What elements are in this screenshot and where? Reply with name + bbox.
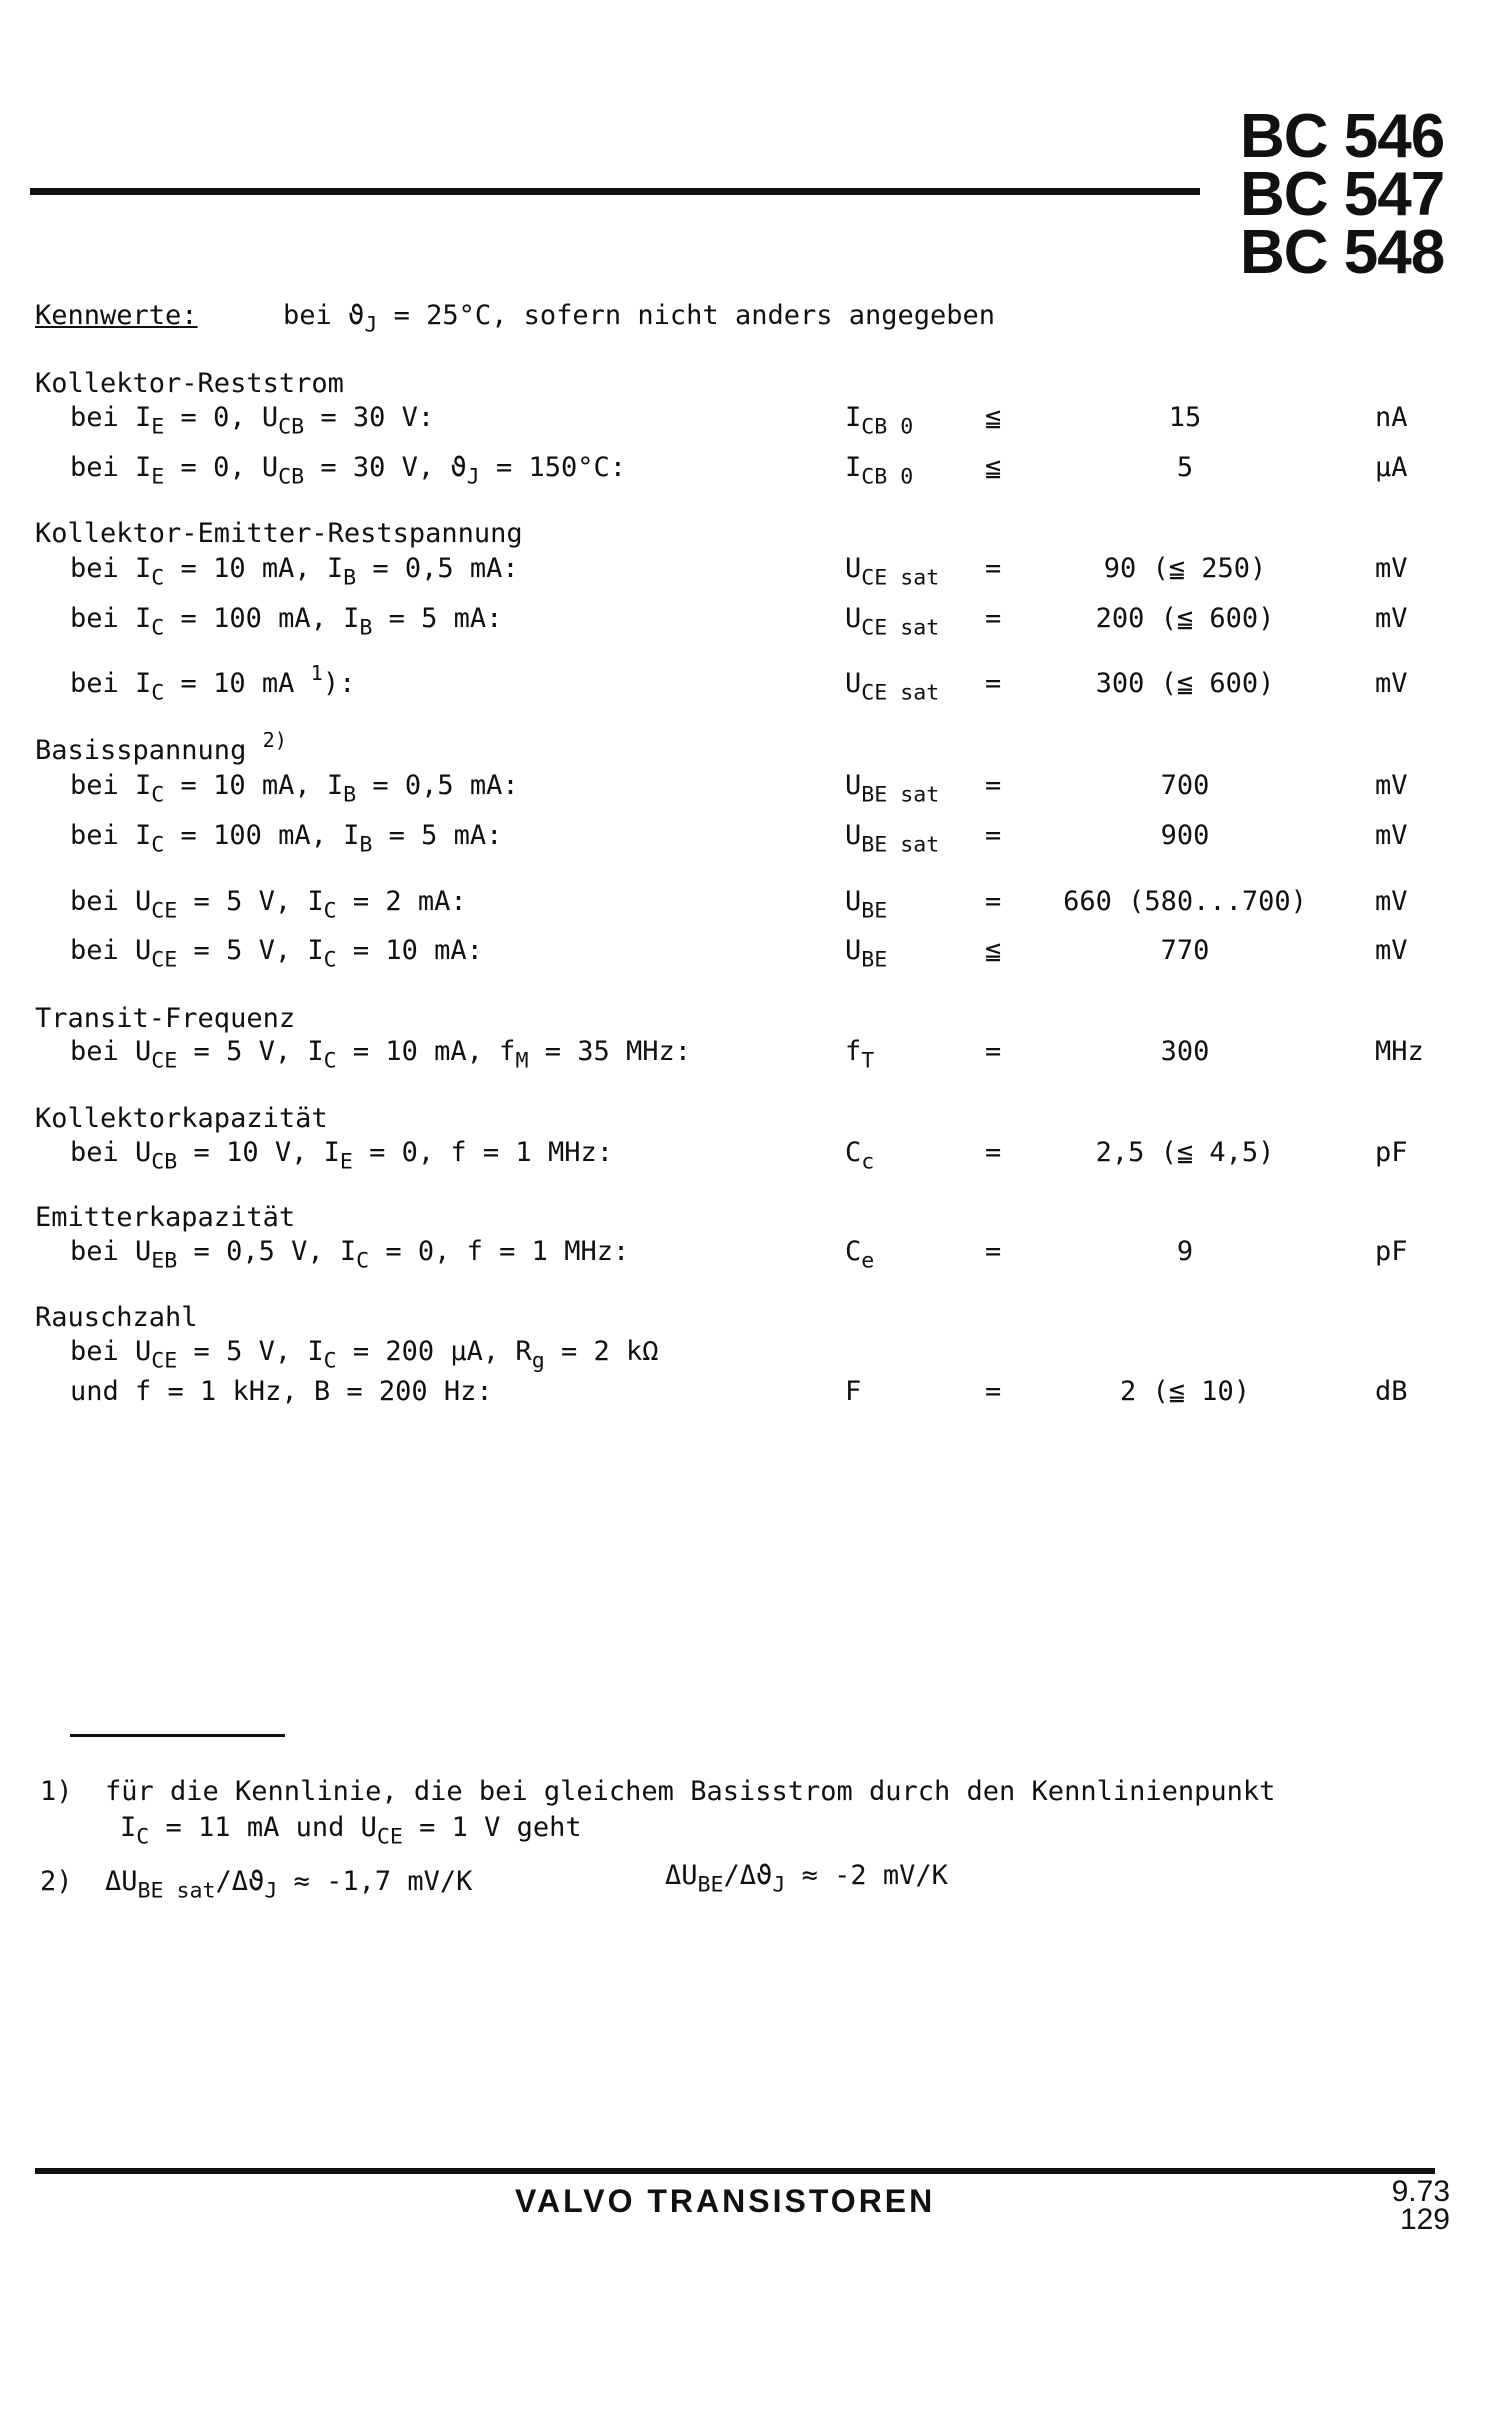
row-value: 660 (580...700) (1063, 886, 1307, 917)
row-value: 300 (≦ 600) (1095, 668, 1275, 699)
row-condition: bei $I_C = 100$ mA, $I_B = 5$ mA: (70, 820, 503, 858)
row-value: 9 (1176, 1236, 1194, 1267)
row-condition: bei $U_{EB} = 0,5$ V, $I_C = 0$, f = 1 MHz: (70, 1236, 630, 1274)
row-operator: = (985, 770, 1002, 801)
footnote-mark: 2) (40, 1866, 73, 1897)
row-condition: bei $U_{CB} = 10$ V, $I_E = 0$, f = 1 MHz: (70, 1137, 613, 1175)
row-symbol: $U_{CE sat}$ (845, 553, 940, 591)
row-operator: = (985, 603, 1002, 634)
row-unit: nA (1375, 402, 1408, 433)
row-symbol: $U_{BE sat}$ (845, 770, 940, 808)
row-symbol: $U_{CE sat}$ (845, 668, 940, 706)
row-unit: mV (1375, 820, 1408, 851)
section-title: Emitterkapazität (35, 1202, 296, 1233)
footnote-text: $\Delta U_{BE}/\Delta ϑ_J \approx -2$ mV/K (665, 1860, 948, 1898)
row-operator: ≦ (985, 452, 1002, 483)
row-symbol: $f_T$ (845, 1036, 875, 1074)
section-title: Basisspannung $^{2)}$ (35, 727, 287, 766)
footer-rule (35, 2168, 1435, 2174)
row-symbol: $U_{BE}$ (845, 886, 888, 924)
model-bc546: BC 546 (1240, 102, 1445, 171)
row-condition: bei $I_C = 10$ mA $^1$): (70, 660, 356, 706)
footnote-mark: 1) (40, 1776, 73, 1807)
footer-date: 9.73 (1391, 2175, 1450, 2208)
row-condition: bei $U_{CE} = 5$ V, $I_C = 10$ mA, $f_M = 35$ MHz: (70, 1036, 692, 1074)
row-value: 15 (1168, 402, 1202, 433)
row-value: 90 (≦ 250) (1103, 553, 1267, 584)
row-condition: bei $I_C = 10$ mA, $I_B = 0,5$ mA: (70, 553, 519, 591)
row-unit: mV (1375, 553, 1408, 584)
row-operator: = (985, 1137, 1002, 1168)
row-value: 200 (≦ 600) (1095, 603, 1275, 634)
footnote-text: $I_C = 11$ mA und $U_{CE} = 1$ V geht (120, 1812, 582, 1850)
row-unit: mV (1375, 668, 1408, 699)
row-value: 700 (1160, 770, 1210, 801)
section-title: Kollektor-Reststrom (35, 368, 344, 399)
row-unit: mV (1375, 603, 1408, 634)
row-operator: = (985, 1376, 1002, 1407)
footnote-text: für die Kennlinie, die bei gleichem Basisstrom durch den Kennlinienpunkt (105, 1776, 1276, 1807)
row-condition: bei $U_{CE} = 5$ V, $I_C = 200$ µA, $R_g = 2$ kΩ (70, 1336, 659, 1374)
footer-date-page (1370, 2175, 1450, 2236)
row-symbol: $I_{CB 0}$ (845, 402, 914, 440)
row-condition: bei $U_{CE} = 5$ V, $I_C = 2$ mA: (70, 886, 467, 924)
footnote-text: $\Delta U_{BE sat}/\Delta ϑ_J \approx -1,7$ mV/K (105, 1866, 473, 1904)
row-value: 900 (1160, 820, 1210, 851)
row-symbol: $I_{CB 0}$ (845, 452, 914, 490)
page-number: 129 (1399, 2203, 1450, 2236)
row-value: 2 (≦ 10) (1119, 1376, 1251, 1407)
row-unit: pF (1375, 1236, 1408, 1267)
row-symbol: F (845, 1376, 862, 1407)
row-operator: = (985, 1036, 1002, 1067)
row-unit: mV (1375, 770, 1408, 801)
footnote-ref: 2) (262, 727, 287, 752)
row-unit: pF (1375, 1137, 1408, 1168)
row-operator: = (985, 820, 1002, 851)
row-operator: = (985, 553, 1002, 584)
row-operator: ≦ (985, 935, 1002, 966)
row-value: 5 (1176, 452, 1194, 483)
row-operator: = (985, 1236, 1002, 1267)
row-value: 770 (1160, 935, 1210, 966)
row-operator: = (985, 668, 1002, 699)
row-symbol: $U_{CE sat}$ (845, 603, 940, 641)
row-unit: dB (1375, 1376, 1408, 1407)
intro-condition: bei $ϑ_J = 25^\circ C$, sofern nicht anders angegeben (283, 300, 996, 338)
header-rule (30, 188, 1200, 195)
section-title: Transit-Frequenz (35, 1003, 296, 1034)
row-symbol: $U_{BE sat}$ (845, 820, 940, 858)
section-title: Kollektorkapazität (35, 1103, 328, 1134)
row-condition: bei $I_C = 100$ mA, $I_B = 5$ mA: (70, 603, 503, 641)
kennwerte-label: Kennwerte: (35, 300, 198, 331)
row-symbol: $U_{BE}$ (845, 935, 888, 973)
footnote-rule (70, 1734, 285, 1737)
row-operator: = (985, 886, 1002, 917)
row-condition: bei $I_C = 10$ mA, $I_B = 0,5$ mA: (70, 770, 519, 808)
row-condition: und f = 1 kHz, B = 200 Hz: (70, 1376, 493, 1407)
row-unit: mV (1375, 886, 1408, 917)
row-unit: µA (1375, 452, 1408, 483)
section-title: Rauschzahl (35, 1302, 198, 1333)
row-operator: ≦ (985, 402, 1002, 433)
model-bc548: BC 548 (1240, 218, 1445, 287)
row-unit: MHz (1375, 1036, 1424, 1067)
row-condition: bei $I_E = 0$, $U_{CB} = 30$ V: (70, 402, 435, 440)
model-list (1240, 102, 1445, 287)
model-bc547: BC 547 (1240, 160, 1445, 229)
row-condition: bei $U_{CE} = 5$ V, $I_C = 10$ mA: (70, 935, 483, 973)
section-title: Kollektor-Emitter-Restspannung (35, 518, 523, 549)
row-symbol: $C_e$ (845, 1236, 875, 1274)
row-symbol: $C_c$ (845, 1137, 875, 1175)
row-condition: bei $I_E = 0$, $U_{CB} = 30$ V, $ϑ_J = 150^\circ C$: (70, 452, 626, 490)
row-value: 2,5 (≦ 4,5) (1095, 1137, 1275, 1168)
row-value: 300 (1160, 1036, 1210, 1067)
footer-title: VALVO TRANSISTOREN (515, 2183, 936, 2219)
row-unit: mV (1375, 935, 1408, 966)
